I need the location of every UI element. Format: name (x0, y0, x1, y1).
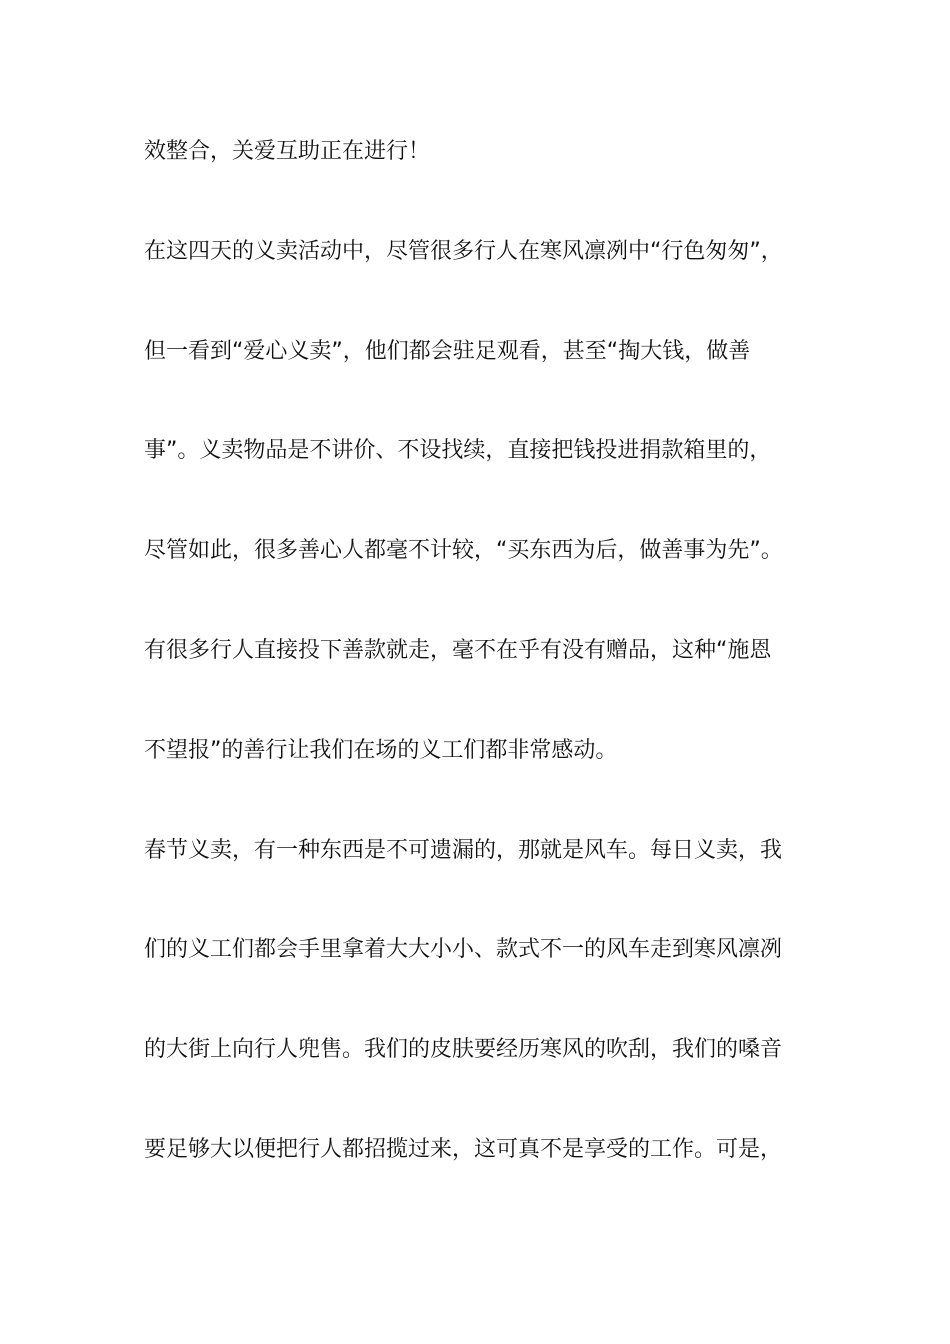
text-line: 有很多行人直接投下善款就走，毫不在乎有没有赠品，这种“施恩 (144, 637, 772, 663)
text-line: 们的义工们都会手里拿着大大小小、款式不一的风车走到寒风凛冽 (144, 937, 783, 963)
text-line: 春节义卖，有一种东西是不可遗漏的，那就是风车。每日义卖，我 (144, 837, 783, 863)
text-line: 尽管如此，很多善心人都毫不计较，“买东西为后，做善事为先”。 (144, 538, 783, 564)
text-line: 的大街上向行人兜售。我们的皮肤要经历寒风的吹刮，我们的嗓音 (144, 1037, 783, 1063)
text-line: 在这四天的义卖活动中，尽管很多行人在寒风凛冽中“行色匆匆”， (144, 238, 783, 264)
text-line: 效整合，关爱互助正在进行！ (144, 139, 431, 164)
text-line: 事”。义卖物品是不讲价、不设找续，直接把钱投进捐款箱里的， (144, 438, 772, 464)
text-line: 要足够大以便把行人都招揽过来，这可真不是享受的工作。可是， (144, 1136, 783, 1162)
text-line: 不望报”的善行让我们在场的义工们都非常感动。 (144, 737, 618, 763)
document-body (144, 128, 824, 1226)
text-line: 但一看到“爱心义卖”，他们都会驻足观看，甚至“掏大钱，做善 (144, 338, 751, 364)
